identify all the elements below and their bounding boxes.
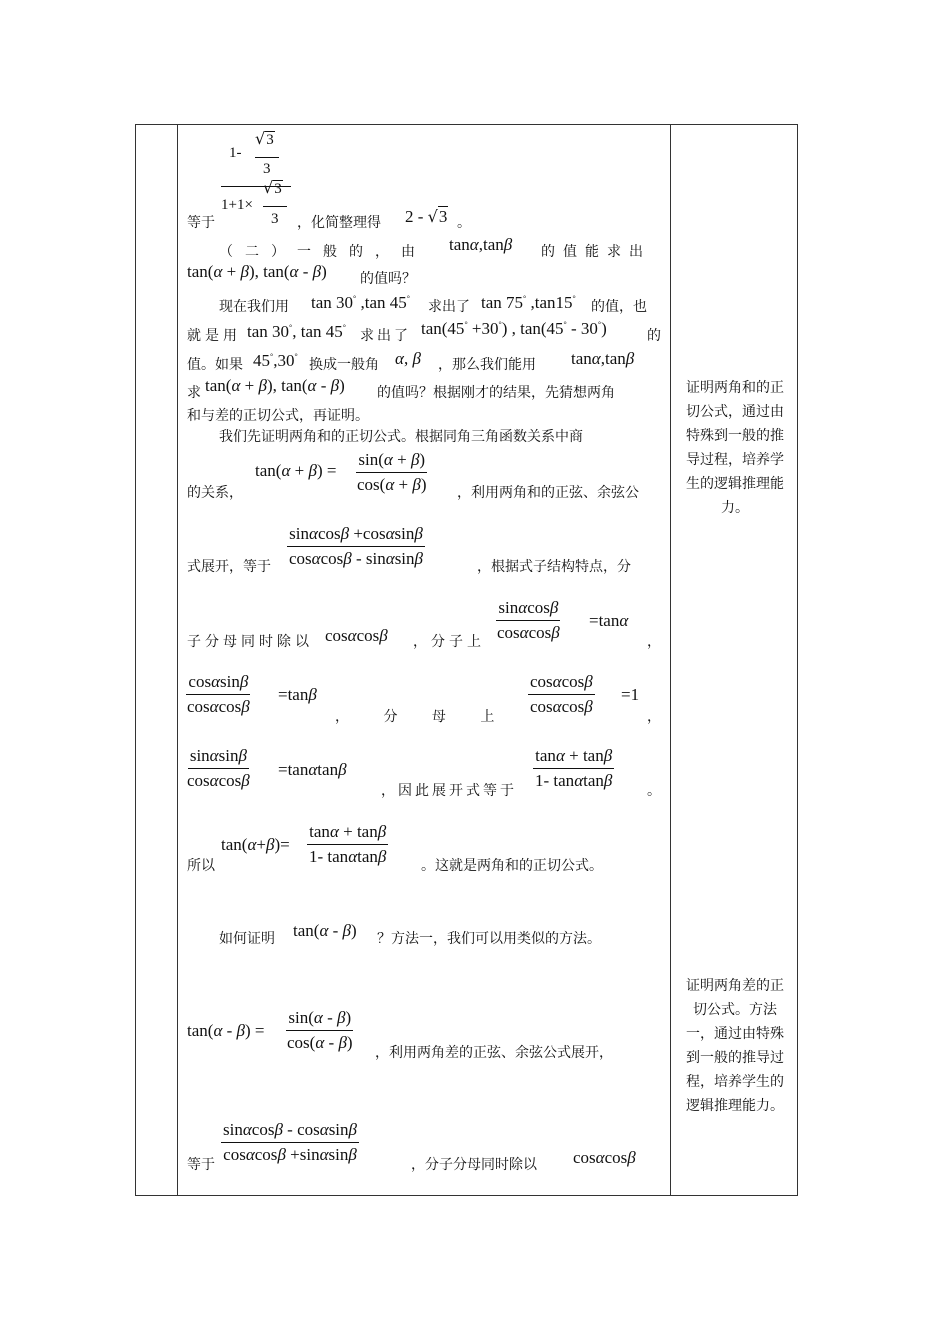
text: ，化简整理得 [297, 215, 381, 231]
formula: tanα,tanβ [571, 349, 635, 368]
text: 式展开，等于 [187, 559, 271, 575]
formula: 3 [271, 211, 279, 227]
text: ，分子上 [413, 634, 485, 650]
fraction: $\frac{\tan\alpha + \tan\beta}{1- \tan\alpha\tan\beta}$ [309, 822, 387, 866]
text: 就是用 [187, 328, 241, 344]
text: 求出了 [360, 328, 411, 344]
fraction: $\frac{\cos\alpha\cos\beta}{\cos\alpha\cos\beta}$ [530, 672, 593, 716]
fraction: $\frac{\sin\alpha\cos\beta}{\cos\alpha\cos\beta}$ [497, 598, 560, 642]
formula: tan(α - β) = [187, 1021, 265, 1040]
formula: 45°,30° [253, 351, 298, 370]
fraction-bar [255, 157, 279, 158]
formula: tan(α + β) = [255, 461, 337, 480]
text: ， [647, 709, 661, 725]
text: ， [647, 634, 661, 650]
text: ？方法一，我们可以用类似的方法。 [377, 931, 601, 947]
fraction: $\frac{\sin\alpha\cos\beta +\cos\alpha\sin\beta}{\cos\alpha\cos\beta - \sin\alpha\sin\beta}$ [289, 524, 423, 568]
text: 的关系， [187, 485, 243, 501]
text: 。 [647, 783, 661, 799]
formula: tan(45° +30°) , tan(45° - 30°) [421, 319, 607, 338]
text: ，利用两角和的正弦、余弦公 [457, 485, 639, 501]
side-note-difference-proof: 证明两角差的正切公式。方法一，通过由特殊到一般的推导过程，培养学生的逻辑推理能力。 [686, 978, 784, 1114]
formula: tan 75° ,tan15° [481, 293, 576, 312]
formula: √3 [255, 129, 274, 148]
fraction: $\frac{\sin(\alpha - \beta)}{\cos(\alpha - \beta)}$ [287, 1008, 353, 1052]
formula: tan(α+β)= [221, 835, 290, 854]
formula: tan(α + β), tan(α - β) [205, 376, 345, 395]
text: （二）一般的，由 [219, 244, 427, 260]
fraction: $\frac{\tan\alpha + \tan\beta}{1- \tan\alpha\tan\beta}$ [535, 746, 613, 790]
formula: =tanα [589, 611, 629, 630]
formula: =1 [621, 685, 640, 704]
text: 的值，也 [591, 299, 647, 315]
text: 求出了 [428, 299, 470, 315]
formula: α, β [395, 349, 421, 368]
text: 我们先证明两角和的正切公式。根据同角三角函数关系中商 [219, 429, 583, 445]
text: 的值能求出 [541, 244, 651, 260]
column-divider [670, 125, 671, 1195]
formula: cosαcosβ [325, 626, 388, 645]
text: 和与差的正切公式，再证明。 [187, 408, 369, 424]
text: 子分母同时除以 [187, 634, 313, 650]
text: 。 [457, 215, 471, 231]
formula: 1- [229, 145, 242, 161]
formula: =tanβ [278, 685, 317, 704]
text: 如何证明 [219, 931, 275, 947]
text: ，分子分母同时除以 [411, 1157, 537, 1173]
text: ，因此展开式等于 [381, 783, 517, 799]
text: 求 [187, 385, 201, 401]
text: ，根据式子结构特点，分 [477, 559, 631, 575]
fraction-bar [263, 206, 287, 207]
fraction: $\frac{\sin\alpha\cos\beta - \cos\alpha\sin\beta}{\cos\alpha\cos\beta +\sin\alpha\sin\beta}$ [223, 1120, 357, 1164]
fraction: $\frac{\cos\alpha\sin\beta}{\cos\alpha\cos\beta}$ [187, 672, 250, 716]
formula: tanα,tanβ [449, 235, 513, 254]
text: 值。如果 [187, 357, 243, 373]
derivation-column [185, 124, 663, 1194]
formula: 1+1× [221, 197, 253, 213]
formula: tan 30°, tan 45° [247, 322, 346, 341]
fraction: $\frac{\sin(\alpha + \beta)}{\cos(\alpha + \beta)}$ [357, 450, 427, 494]
formula: 3 [263, 161, 271, 177]
text: 的值吗？根据刚才的结果，先猜想两角 [377, 385, 615, 401]
side-note-sum-proof: 证明两角和的正切公式，通过由特殊到一般的推导过程，培养学生的逻辑推理能力。 [686, 380, 784, 516]
text: 等于 [187, 215, 215, 231]
text: ，那么我们能用 [438, 357, 536, 373]
formula: tan(α + β), tan(α - β) [187, 262, 327, 281]
text: 现在我们用 [219, 299, 289, 315]
formula: tan 30° ,tan 45° [311, 293, 410, 312]
text: 等于 [187, 1157, 215, 1173]
formula: =tanαtanβ [278, 760, 347, 779]
text: ，利用两角差的正弦、余弦公式展开， [375, 1045, 613, 1061]
fraction: $\frac{\sin\alpha\sin\beta}{\cos\alpha\cos\beta}$ [187, 746, 250, 790]
text: 。这就是两角和的正切公式。 [421, 858, 603, 874]
text: ， 分 母 上 [335, 709, 495, 725]
text: 的 [647, 328, 661, 344]
formula: √3 [263, 178, 282, 197]
formula: cosαcosβ [573, 1148, 636, 1167]
column-divider [177, 125, 178, 1195]
formula: 2 - √3 [405, 207, 448, 226]
formula: tan(α - β) [293, 921, 357, 940]
text: 所以 [187, 858, 215, 874]
text: 换成一般角 [309, 357, 379, 373]
text: 的值吗？ [360, 271, 416, 287]
